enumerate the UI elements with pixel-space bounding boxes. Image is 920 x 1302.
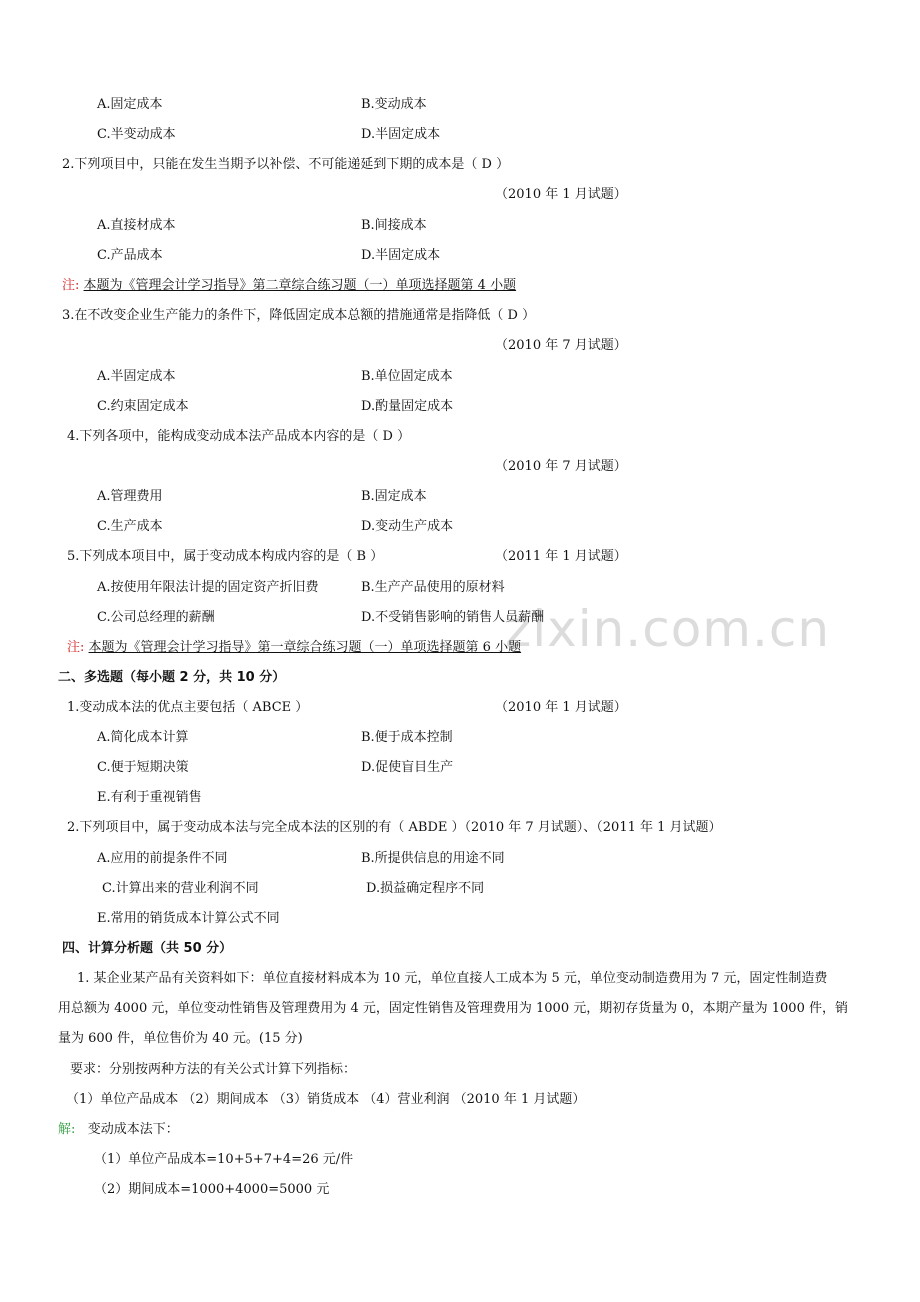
s2-q1-option-b: B.便于成本控制 — [361, 730, 453, 745]
q2-stem: 2.下列项目中，只能在发生当期予以补偿、不可能递延到下期的成本是（ D ） — [62, 157, 510, 172]
q5-option-d: D.不受销售影响的销售人员薪酬 — [361, 610, 545, 625]
q3-option-d: D.酌量固定成本 — [361, 399, 454, 414]
q2-option-b: B.间接成本 — [361, 218, 427, 233]
s2-q1-option-c: C.便于短期决策 — [97, 760, 189, 775]
solution-text: 变动成本法下： — [87, 1122, 179, 1137]
q1-option-b: B.变动成本 — [361, 97, 427, 112]
note-text: 本题为《管理会计学习指导》第二章综合练习题（一）单项选择题第 4 小题 — [83, 278, 517, 293]
s4-solution-header — [58, 1122, 179, 1138]
q3-option-c: C.约束固定成本 — [97, 399, 189, 414]
s4-answer-1: （1）单位产品成本=10+5+7+4=26 元/件 — [94, 1152, 354, 1167]
q5-option-a: A.按使用年限法计提的固定资产折旧费 — [97, 580, 319, 595]
q4-stem: 4.下列各项中，能构成变动成本法产品成本内容的是（ D ） — [67, 429, 411, 444]
q2-source: （2010 年 1 月试题） — [495, 187, 627, 202]
s2-q2-option-a: A.应用的前提条件不同 — [97, 851, 228, 866]
s4-paragraph-line2: 用总额为 4000 元，单位变动性销售及管理费用为 4 元，固定性销售及管理费用为 1000 元，期初存货量为 0，本期产量为 1000 件，销 — [58, 1001, 848, 1016]
s4-paragraph-line3: 量为 600 件，单位售价为 40 元。(15 分) — [58, 1031, 303, 1046]
s4-items: （1）单位产品成本 （2）期间成本 （3）销货成本 （4）营业利润 （2010 年 1 月试题） — [66, 1092, 586, 1107]
q5-source: （2011 年 1 月试题） — [495, 549, 627, 564]
q2-note — [62, 278, 516, 294]
s2-q2-option-c: C.计算出来的营业利润不同 — [102, 881, 259, 896]
s2-q1-option-e: E.有利于重视销售 — [97, 790, 202, 805]
s2-q2-option-d: D.损益确定程序不同 — [366, 881, 485, 896]
solution-label: 解: — [58, 1122, 76, 1137]
watermark: zixin.com.cn — [505, 600, 831, 658]
note-mark: 注: — [62, 278, 80, 293]
q1-option-a: A.固定成本 — [97, 97, 163, 112]
q5-note — [67, 640, 521, 656]
q5-option-c: C.公司总经理的薪酬 — [97, 610, 215, 625]
section4-title: 四、计算分析题（共 50 分） — [62, 941, 233, 956]
q4-option-d: D.变动生产成本 — [361, 519, 454, 534]
q4-option-a: A.管理费用 — [97, 489, 163, 504]
s4-answer-2: （2）期间成本=1000+4000=5000 元 — [94, 1182, 330, 1197]
q4-option-b: B.固定成本 — [361, 489, 427, 504]
q3-source: （2010 年 7 月试题） — [495, 338, 627, 353]
q3-stem: 3.在不改变企业生产能力的条件下，降低固定成本总额的措施通常是指降低（ D ） — [62, 308, 536, 323]
q3-option-a: A.半固定成本 — [97, 369, 176, 384]
q2-option-a: A.直接材成本 — [97, 218, 176, 233]
q5-option-b: B.生产产品使用的原材料 — [361, 580, 505, 595]
s2-q2-stem: 2.下列项目中，属于变动成本法与完全成本法的区别的有（ ABDE ）（2010 年 7 月试题）、（2011 年 1 月试题） — [67, 820, 722, 835]
note-text: 本题为《管理会计学习指导》第一章综合练习题（一）单项选择题第 6 小题 — [88, 640, 522, 655]
s2-q2-option-b: B.所提供信息的用途不同 — [361, 851, 505, 866]
s4-requirement: 要求：分别按两种方法的有关公式计算下列指标： — [70, 1062, 357, 1077]
q2-option-c: C.产品成本 — [97, 248, 163, 263]
q4-option-c: C.生产成本 — [97, 519, 163, 534]
q1-option-c: C.半变动成本 — [97, 127, 176, 142]
s2-q1-option-d: D.促使盲目生产 — [361, 760, 454, 775]
q2-option-d: D.半固定成本 — [361, 248, 441, 263]
q4-source: （2010 年 7 月试题） — [495, 459, 627, 474]
s2-q1-stem: 1.变动成本法的优点主要包括（ ABCE ） — [67, 700, 309, 715]
s2-q1-option-a: A.简化成本计算 — [97, 730, 189, 745]
q1-option-d: D.半固定成本 — [361, 127, 441, 142]
note-mark: 注: — [67, 640, 85, 655]
q3-option-b: B.单位固定成本 — [361, 369, 453, 384]
s2-q1-source: （2010 年 1 月试题） — [495, 700, 627, 715]
q5-stem: 5.下列成本项目中，属于变动成本构成内容的是（ B ） — [67, 549, 384, 564]
s2-q2-option-e: E.常用的销货成本计算公式不同 — [97, 911, 280, 926]
section2-title: 二、多选题（每小题 2 分，共 10 分） — [58, 670, 286, 685]
s4-paragraph-line1: 1. 某企业某产品有关资料如下：单位直接材料成本为 10 元，单位直接人工成本为 5 元，单位变动制造费用为 7 元，固定性制造费 — [77, 971, 828, 986]
